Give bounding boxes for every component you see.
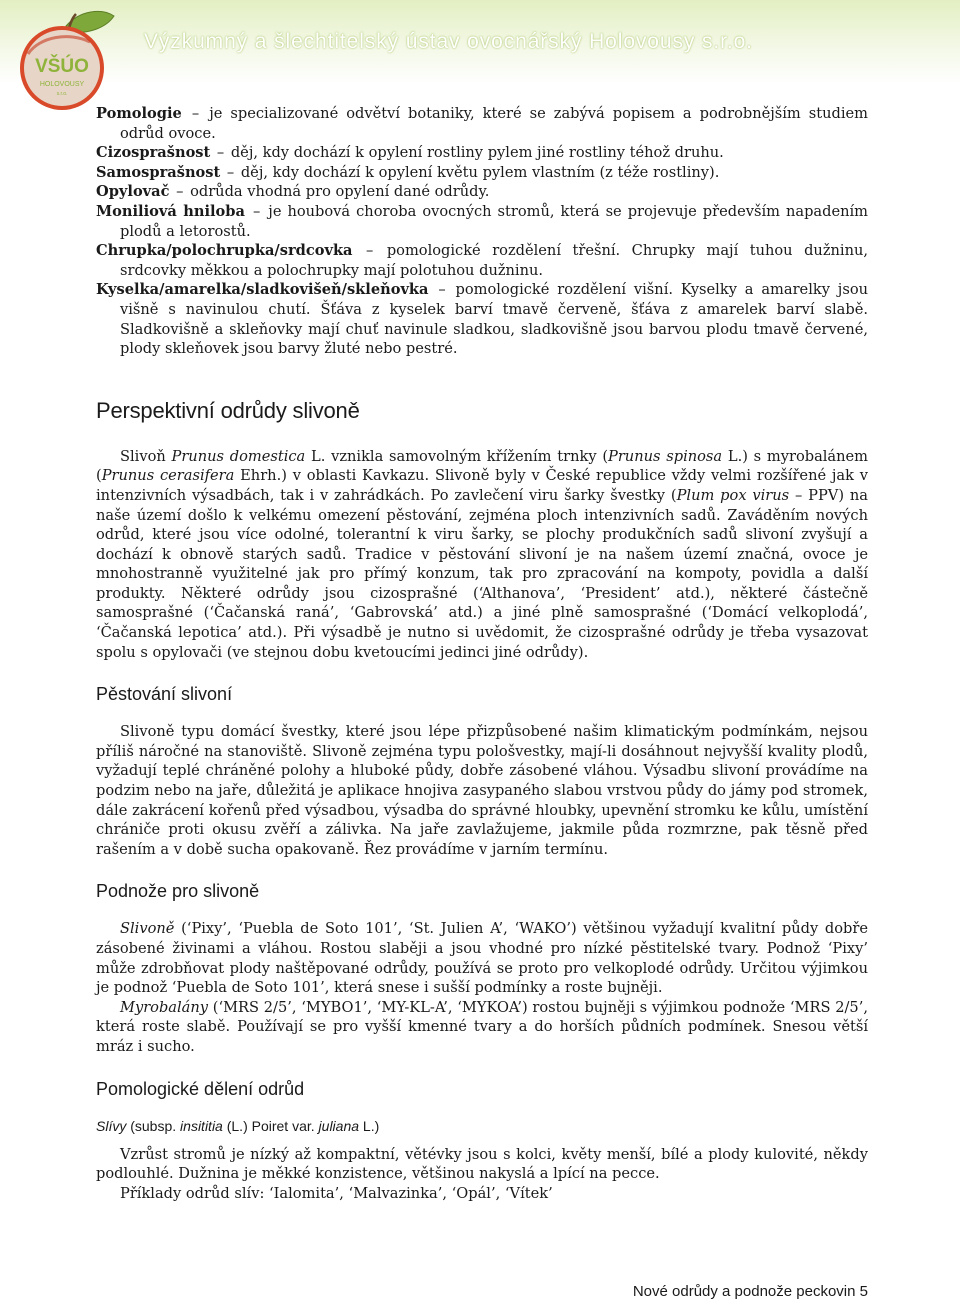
glossary-term: Opylovač (96, 183, 170, 201)
page-footer: Nové odrůdy a podnože peckovin 5 (632, 1283, 868, 1300)
glossary-definition: děj, kdy dochází k opylení rostliny pylem jiné rostliny téhož druhu. (230, 144, 724, 162)
glossary-definition: pomologické rozdělení třešní. Chrupky mají tuhou dužninu, srdcovky měkkou a polochrupky mají polotuhou dužninu. (120, 242, 869, 279)
logo-text: VŠÚO (35, 56, 89, 77)
virus-name: Plum pox virus (676, 486, 790, 504)
growing-paragraph: Slivoně typu domácí švestky, které jsou lépe přizpůsobené našim klimatickým podmínkám, nejsou příliš náročné na stanoviště. Slivoně zejména typu pološvestky, mají-li dosáhnout nejvyšší kvality plodů, vyžadují teplé chráněné polohy a hluboké půdy, dobře zásobené vláhou. Výsadbu slivoní provádíme na podzim nebo na jaře, důležitá je aplikace hnojiva zasypaného slabou vrstvou půdy do jámy pod stromek, dále zakrácení kořenů před výsadbou, výsadba do správné hloubky, upevnění stromku ke kůlu, umístění chrániče proti okusu zvěří a zálivka. Na jaře zavlažujeme, jakmile půda rozmrzne, pak těsně před rašením a v době sucha opakovaně. Řez provádíme v jarním termínu. (96, 723, 868, 858)
species-name: Prunus spinosa (608, 447, 723, 465)
glossary-term: Samosprašnost (96, 163, 221, 181)
glossary-definition: pomologické rozdělení višní. Kyselky a amarelky jsou višně s navinulou chutí. Šťáva z kyselek barví tmavě červeně, šťáva z amarelek barví slabě. Sladkovišně a skleňovky mají chuť navinule sladkou, sladkovišně jsou barvou plodu tmavě červené, plody skleňovek jsou barvy žluté nebo pestré. (120, 281, 869, 358)
logo-small-text: s.r.o. (56, 91, 68, 97)
glossary-entry: Opylovač – odrůda vhodná pro opylení dané odrůdy. (96, 183, 490, 201)
text-run: Slivoň (120, 447, 172, 465)
glossary-definition: odrůda vhodná pro opylení dané odrůdy. (190, 183, 490, 201)
division-paragraph-1: Vzrůst stromů je nízký až kompaktní, větévky jsou s kolci, květy menší, bílé a plody kulovité, někdy podlouhlé. Dužnina je měkké konzistence, většinou nakyslá a lpící na pecce. (96, 1145, 868, 1183)
text-run: (L.) Poiret var. (222, 1117, 319, 1134)
perspective-paragraph (96, 447, 868, 663)
division-paragraph-2: Příklady odrůd slív: ‘Ialomita’, ‘Malvazinka’, ‘Opál’, ‘Vítek’ (120, 1184, 553, 1202)
text-run: juliana (318, 1117, 360, 1134)
text-run: L.) s myrobalánem ( (96, 447, 869, 485)
glossary-entry: Kyselka/amarelka/sladkovišeň/skleňovka – pomologické rozdělení višní. Kyselky a amarelky jsou višně s navinulou chutí. Šťáva z kyselek barví tmavě červeně, šťáva z amarelek barví slabě. Sladkovišně a skleňovky mají chuť navinule sladkou, sladkovišně jsou barvou plodu tmavě červené, plody skleňovek jsou barvy žluté nebo pestré. (96, 281, 869, 358)
glossary-entry: Chrupka/polochrupka/srdcovka – pomologické rozdělení třešní. Chrupky mají tuhou dužninu, srdcovky měkkou a polochrupky mají polotuhou dužninu. (96, 242, 869, 279)
rootstock-group-name: Slivoně (120, 920, 175, 938)
glossary-entry: Pomologie – je specializované odvětví botaniky, které se zabývá popisem a podrobnějším studiem odrůd ovoce. (96, 105, 869, 142)
glossary-term: Chrupka/polochrupka/srdcovka (96, 242, 353, 260)
glossary-term: Moniliová hniloba (96, 202, 245, 220)
rootstocks-paragraph-1 (96, 919, 868, 997)
glossary (96, 104, 868, 359)
text-run: – PPV) na naše území došlo k velkému omezení pěstování, zejména ploch intenzivních sadů. Zaváděním nových odrůd, které jsou více odolné, tolerantní k viru šarky, se plochy produkčních sadů slivoní zvyšují a dochází k obnově starých sadů. Tradice v pěstování slivoní je na našem území značná, ovoce je mnohostranně využitelné jak pro přímý konzum, tak pro zpracování na kompoty, povidla a další produkty. Některé odrůdy jsou cizosprašné (‘Althanova’, ‘President’ atd.), některé částečně samosprašné (‘Čačanská raná’, ‘Gabrovská’ atd.) a jiné plně samosprašné (‘Domácí velkoplodá’, ‘Čačanská lepotica’ atd.). Při výsadbě je nutno si uvědomit, že cizosprašné odrůdy je třeba vysazovat spolu s opylovači (ve stejnou dobu kvetoucími jedinci jiné odrůdy). (96, 486, 868, 661)
text-run: insititia (180, 1117, 223, 1134)
glossary-definition: je specializované odvětví botaniky, které se zabývá popisem a podrobnějším studiem odrůd ovoce. (120, 105, 869, 142)
subspecies-title (96, 1117, 868, 1135)
text-run: (subsp. (126, 1117, 181, 1134)
text-run: Slívy (96, 1117, 127, 1134)
glossary-entry: Moniliová hniloba – je houbová choroba ovocných stromů, která se projevuje především napadením plodů a letorostů. (96, 202, 868, 240)
text-run: L.) (359, 1117, 380, 1134)
section-title-perspective: Perspektivní odrůdy slivoně (96, 397, 360, 423)
institute-logo (10, 6, 128, 116)
logo-subtext: HOLOVOUSY (39, 81, 85, 88)
species-name: Prunus domestica (171, 447, 306, 465)
section-title-growing: Pěstování slivoní (96, 684, 233, 705)
header-title: Výzkumný a šlechtitelský ústav ovocnářský Holovousy s.r.o. (144, 30, 753, 53)
text-run: (‘Pixy’, ‘Puebla de Soto 101’, ‘St. Julien A’, ‘WAKO’) většinou vyžadují kvalitní půdy dobře zásobené živinami a vláhou. Rostou slaběji a jsou vhodné pro nízké pěstitelské tvary. Podnož ‘Pixy’ může zdrobňovat plody naštěpované odrůdy, používá se proto pro velkoplodé odrůdy. Určitou výjimkou je podnož ‘Puebla de Soto 101’, která snese i sušší podmínky a roste bujněji. (96, 920, 868, 997)
glossary-definition: je houbová choroba ovocných stromů, která se projevuje především napadením plodů a letorostů. (120, 202, 868, 240)
section-title-rootstocks: Podnože pro slivoně (96, 881, 260, 902)
rootstocks-paragraph-2 (96, 998, 868, 1057)
page-content (96, 104, 868, 1203)
section-title-division: Pomologické dělení odrůd (96, 1078, 305, 1099)
glossary-term: Kyselka/amarelka/sladkovišeň/skleňovka (96, 281, 429, 299)
glossary-entry: Samosprašnost – děj, kdy dochází k opylení květu pylem vlastním (z téže rostliny). (96, 163, 720, 181)
text-run: (‘MRS 2/5’, ‘MYBO1’, ‘MY-KL-A’, ‘MYKOA’) rostou bujněji s výjimkou podnože ‘MRS 2/5’, která roste slabě. Používají se pro vyšší kmenné tvary a do horších půdních podmínek. Snesou větší mráz i sucho. (96, 998, 868, 1055)
glossary-term: Pomologie (96, 105, 182, 122)
text-run: L. vznikla samovolným křížením trnky ( (305, 447, 609, 465)
species-name: Prunus cerasifera (101, 467, 235, 485)
glossary-entry: Cizosprašnost – děj, kdy dochází k opylení rostliny pylem jiné rostliny téhož druhu. (96, 144, 724, 162)
glossary-definition: děj, kdy dochází k opylení květu pylem vlastním (z téže rostliny). (240, 163, 720, 181)
glossary-term: Cizosprašnost (96, 144, 211, 162)
rootstock-group-name: Myrobalány (120, 998, 209, 1016)
text-run: Ehrh.) v oblasti Kavkazu. Slivoně byly v České republice vždy velmi rozšířené jak v intenzivních výsadbách, tak i v zahrádkách. Po zavlečení viru šarky švestky ( (96, 467, 869, 504)
